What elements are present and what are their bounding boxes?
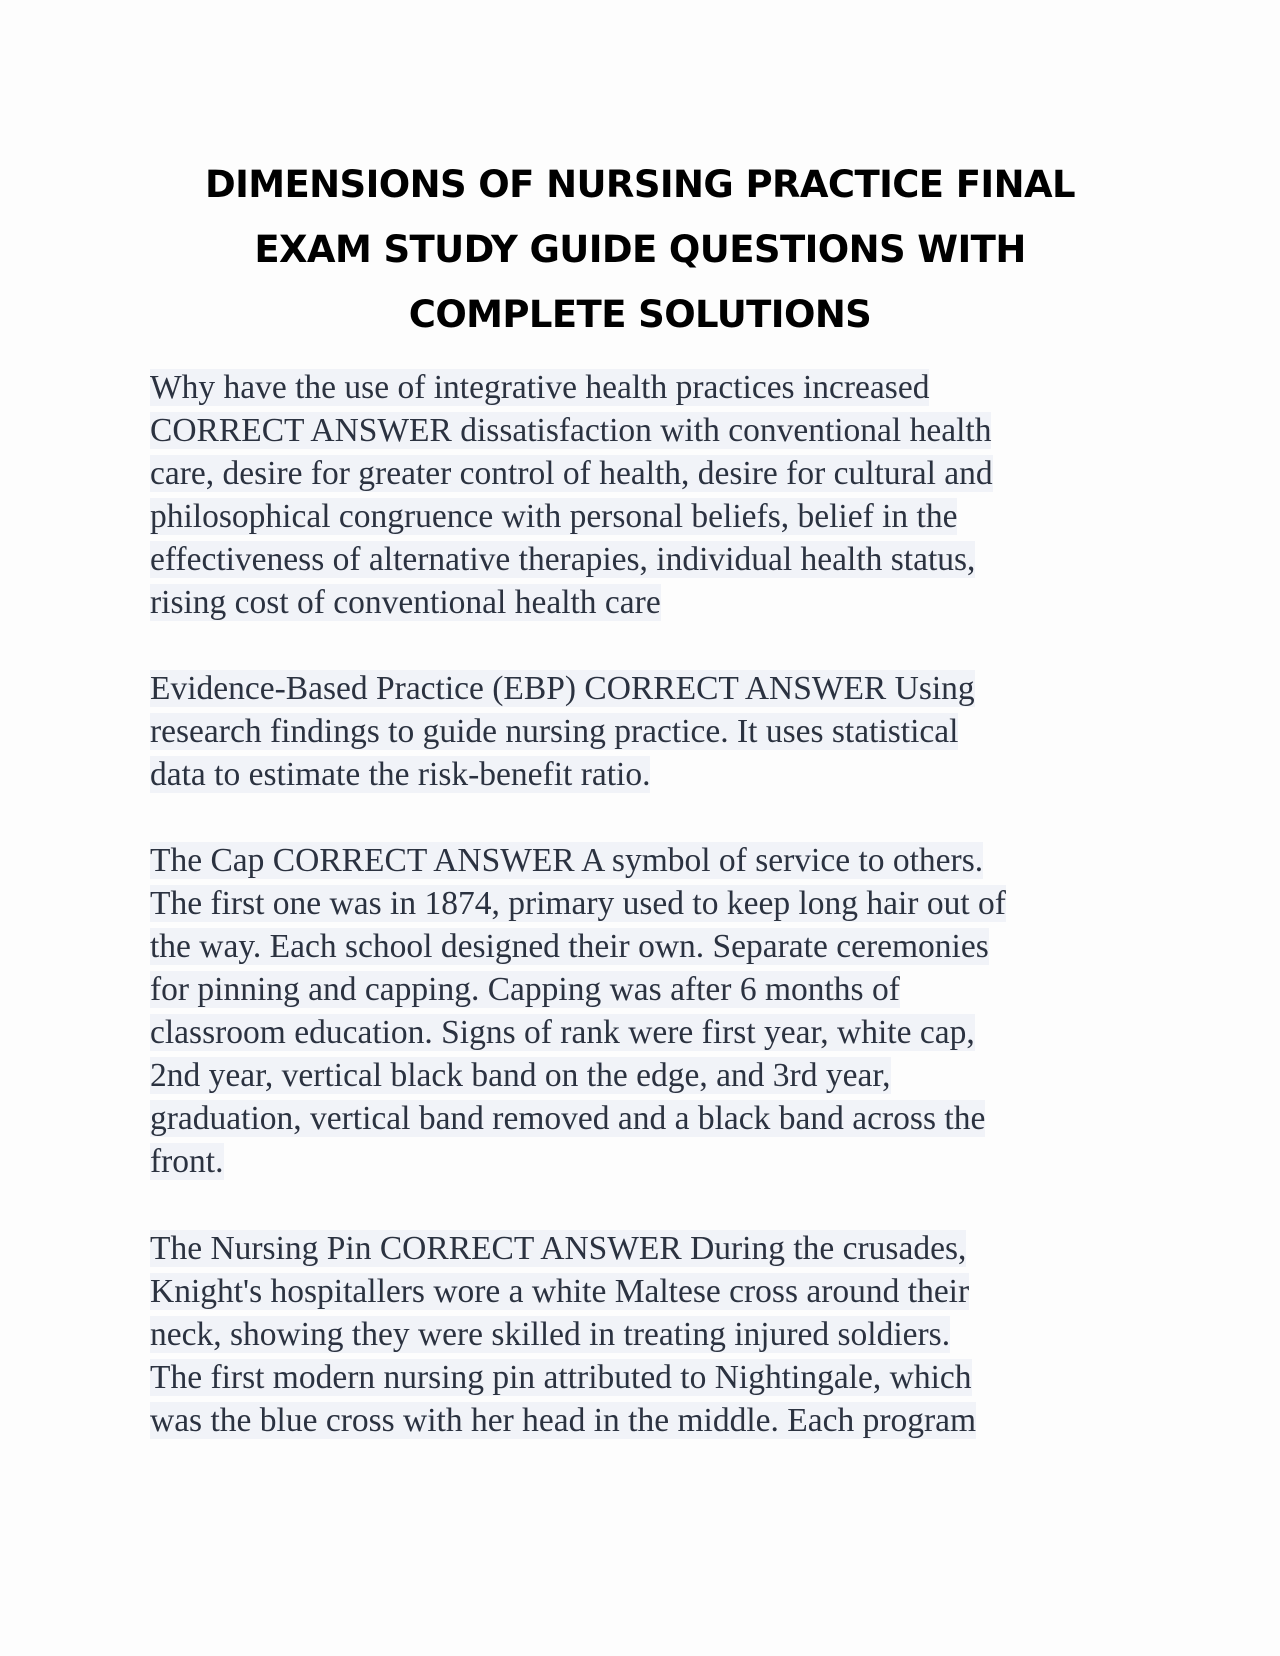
text-line-content: Evidence-Based Practice (EBP) CORRECT ANSWER Using <box>150 670 975 707</box>
text-line-content: The first modern nursing pin attributed to Nightingale, which <box>150 1359 972 1396</box>
text-line-content: 2nd year, vertical black band on the edge, and 3rd year, <box>150 1057 891 1094</box>
text-line <box>150 1270 1150 1313</box>
text-line <box>150 667 1150 710</box>
qa-entry-integrative-health <box>150 366 1150 624</box>
text-line <box>150 409 1150 452</box>
text-line-content: rising cost of conventional health care <box>150 584 661 621</box>
text-line <box>150 1054 1150 1097</box>
text-line-content: Why have the use of integrative health practices increased <box>150 369 930 406</box>
document-title <box>150 152 1130 347</box>
text-line <box>150 1097 1150 1140</box>
text-line-content: for pinning and capping. Capping was after 6 months of <box>150 971 900 1008</box>
title-line: DIMENSIONS OF NURSING PRACTICE FINAL <box>205 163 1075 206</box>
text-line-content: philosophical congruence with personal beliefs, belief in the <box>150 498 958 535</box>
text-line-content: front. <box>150 1143 224 1180</box>
text-line <box>150 710 1150 753</box>
title-line: COMPLETE SOLUTIONS <box>408 293 872 336</box>
text-line <box>150 925 1150 968</box>
text-line-content: was the blue cross with her head in the middle. Each program <box>150 1402 977 1439</box>
text-line <box>150 495 1150 538</box>
text-line-content: neck, showing they were skilled in treating injured soldiers. <box>150 1316 951 1353</box>
text-line-content: The Nursing Pin CORRECT ANSWER During the crusades, <box>150 1230 967 1267</box>
text-line <box>150 882 1150 925</box>
text-line <box>150 581 1150 624</box>
text-line-content: CORRECT ANSWER dissatisfaction with conventional health <box>150 412 992 449</box>
text-line <box>150 452 1150 495</box>
text-line <box>150 366 1150 409</box>
text-line-content: research findings to guide nursing practice. It uses statistical <box>150 713 959 750</box>
title-line: EXAM STUDY GUIDE QUESTIONS WITH <box>254 228 1026 271</box>
text-line <box>150 1356 1150 1399</box>
text-line-content: classroom education. Signs of rank were first year, white cap, <box>150 1014 975 1051</box>
text-line-content: The first one was in 1874, primary used to keep long hair out of <box>150 885 1006 922</box>
text-line <box>150 538 1150 581</box>
text-line-content: effectiveness of alternative therapies, individual health status, <box>150 541 976 578</box>
text-line <box>150 1399 1150 1442</box>
text-line <box>150 839 1150 882</box>
qa-entry-evidence-based-practice <box>150 667 1150 796</box>
text-line <box>150 1227 1150 1270</box>
text-line-content: The Cap CORRECT ANSWER A symbol of service to others. <box>150 842 984 879</box>
qa-entry-the-cap <box>150 839 1150 1183</box>
text-line <box>150 968 1150 1011</box>
text-line-content: care, desire for greater control of health, desire for cultural and <box>150 455 993 492</box>
qa-entry-nursing-pin <box>150 1227 1150 1442</box>
text-line-content: Knight's hospitallers wore a white Maltese cross around their <box>150 1273 970 1310</box>
text-line <box>150 1011 1150 1054</box>
text-line <box>150 1140 1150 1183</box>
text-line <box>150 1313 1150 1356</box>
text-line-content: graduation, vertical band removed and a black band across the <box>150 1100 986 1137</box>
text-line-content: data to estimate the risk-benefit ratio. <box>150 756 651 793</box>
text-line <box>150 753 1150 796</box>
text-line-content: the way. Each school designed their own. Separate ceremonies <box>150 928 989 965</box>
